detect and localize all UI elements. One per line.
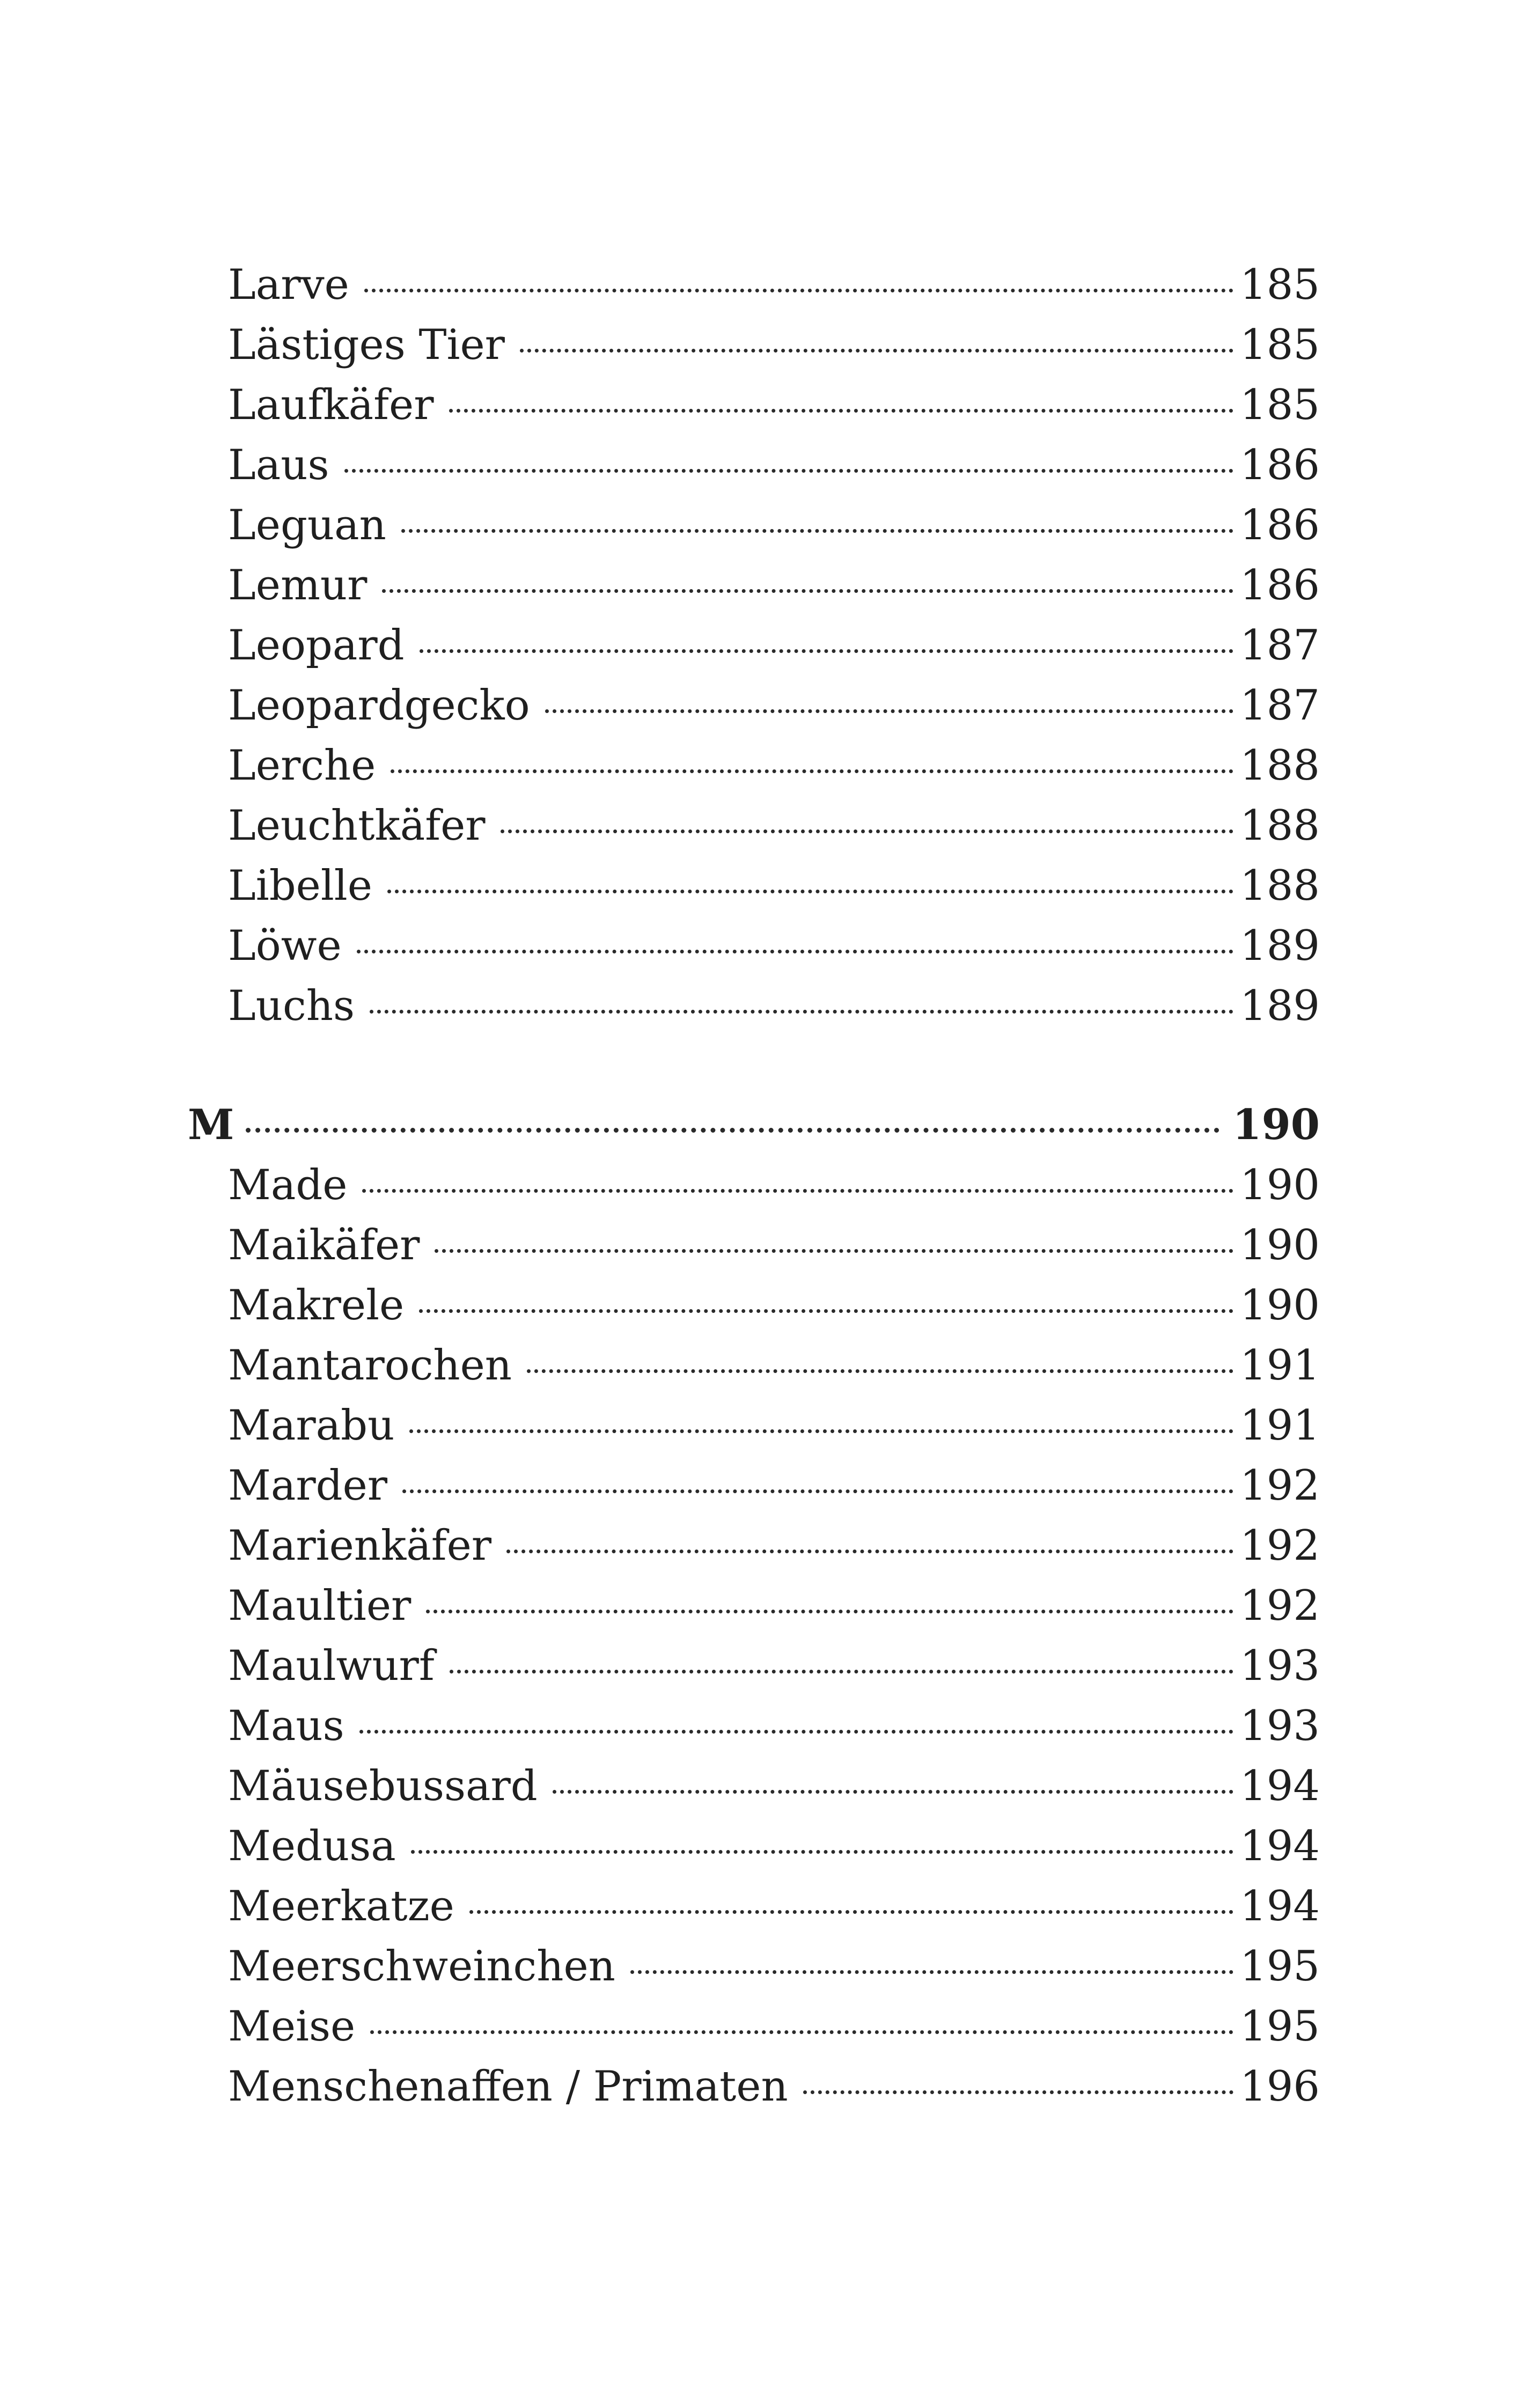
dot-leader [630,1970,1233,1974]
index-entry-maulwurf [188,1636,1320,1696]
section-gap [188,1036,1320,1095]
dot-leader [401,529,1233,533]
entry-page-number: 188 [1240,862,1320,910]
entry-page-number: 195 [1240,1942,1320,1991]
dot-leader [344,469,1234,473]
entry-page-number: 188 [1240,802,1320,850]
entry-page-number: 191 [1240,1341,1320,1390]
entry-label: Laus [228,441,329,489]
entry-page-number: 193 [1240,1642,1320,1690]
index-entry-marder [188,1456,1320,1516]
entry-label: Meerkatze [228,1882,454,1930]
dot-leader [426,1610,1233,1613]
entry-label: Makrele [228,1281,405,1330]
section-page-number: 190 [1232,1100,1320,1149]
entry-page-number: 187 [1240,681,1320,730]
entry-label: Lerche [228,742,376,790]
entry-page-number: 195 [1240,2002,1320,2051]
index-entry-lemur [188,555,1320,615]
index-entry-luchs [188,976,1320,1036]
index-entry-meerschweinchen [188,1936,1320,1996]
entry-page-number: 190 [1240,1161,1320,1209]
entry-page-number: 193 [1240,1702,1320,1750]
index-entry-made [188,1155,1320,1215]
entry-label: Löwe [228,922,342,970]
entry-page-number: 192 [1240,1462,1320,1510]
entry-label: Leuchtkäfer [228,802,486,850]
entry-label: Marienkäfer [228,1522,492,1570]
dot-leader [411,1850,1233,1854]
entry-label: Marder [228,1462,388,1510]
entry-page-number: 192 [1240,1582,1320,1630]
entry-label: Leopardgecko [228,681,530,730]
dot-leader [450,1670,1233,1673]
dot-leader [382,589,1233,593]
index-entry-medusa [188,1816,1320,1876]
index-entry-maikaefer [188,1215,1320,1275]
dot-leader [520,349,1233,353]
index-entry-mantarochen [188,1335,1320,1396]
index-entry-leopard [188,615,1320,676]
section-letter: M [188,1100,234,1149]
dot-leader [364,289,1233,292]
index-entry-loewe [188,916,1320,976]
entry-label: Marabu [228,1401,395,1450]
entry-label: Menschenaffen / Primaten [228,2062,788,2111]
entry-label: Meerschweinchen [228,1942,615,1991]
index-entry-leopardgecko [188,676,1320,736]
entry-page-number: 191 [1240,1401,1320,1450]
index-entry-makrele [188,1275,1320,1335]
entry-label: Mäusebussard [228,1762,538,1810]
entry-label: Medusa [228,1822,396,1870]
entry-label: Lemur [228,561,368,610]
index-entry-meerkatze [188,1876,1320,1936]
dot-leader [370,1010,1233,1014]
index-entry-marabu [188,1396,1320,1456]
index-entry-laestiges-tier [188,315,1320,375]
dot-leader [545,709,1234,713]
dot-leader [402,1489,1233,1493]
index-entry-maultier [188,1576,1320,1636]
entry-label: Lästiges Tier [228,321,505,369]
entry-page-number: 187 [1240,621,1320,670]
entry-page-number: 196 [1240,2062,1320,2111]
entry-label: Maus [228,1702,344,1750]
dot-leader [449,409,1234,413]
entry-page-number: 185 [1240,321,1320,369]
dot-leader [501,829,1234,833]
dot-leader [246,1128,1219,1133]
entry-label: Leguan [228,501,386,549]
entry-label: Larve [228,261,349,309]
index-entry-marienkaefer [188,1516,1320,1576]
entry-label: Maikäfer [228,1221,420,1269]
index-section-heading-m [188,1095,1320,1155]
index-entry-leuchtkaefer [188,796,1320,856]
entry-label: Libelle [228,862,372,910]
dot-leader [469,1910,1233,1914]
entry-page-number: 190 [1240,1221,1320,1269]
entry-label: Maulwurf [228,1642,435,1690]
entry-label: Made [228,1161,348,1209]
index-entry-maeusebussard [188,1756,1320,1816]
entry-page-number: 190 [1240,1281,1320,1330]
entry-label: Leopard [228,621,405,670]
entry-page-number: 194 [1240,1822,1320,1870]
index-entry-leguan [188,495,1320,555]
entry-page-number: 188 [1240,742,1320,790]
animal-index [188,255,1320,2117]
dot-leader [357,950,1233,953]
entry-page-number: 186 [1240,441,1320,489]
index-entry-laus [188,435,1320,495]
index-entry-libelle [188,856,1320,916]
entry-page-number: 189 [1240,922,1320,970]
dot-leader [420,649,1234,653]
entry-page-number: 186 [1240,501,1320,549]
entry-page-number: 189 [1240,982,1320,1030]
index-entry-maus [188,1696,1320,1756]
index-entry-meise [188,1996,1320,2057]
dot-leader [419,1309,1233,1313]
entry-page-number: 185 [1240,261,1320,309]
entry-label: Meise [228,2002,356,2051]
dot-leader [370,2030,1233,2034]
dot-leader [553,1790,1233,1794]
entry-page-number: 194 [1240,1762,1320,1810]
dot-leader [409,1429,1233,1433]
index-entry-laufkaefer [188,375,1320,435]
entry-page-number: 185 [1240,381,1320,429]
dot-leader [803,2090,1233,2094]
entry-label: Luchs [228,982,355,1030]
entry-label: Laufkäfer [228,381,434,429]
entry-page-number: 186 [1240,561,1320,610]
entry-page-number: 192 [1240,1522,1320,1570]
dot-leader [362,1189,1233,1193]
dot-leader [359,1730,1233,1734]
dot-leader [527,1369,1233,1373]
dot-leader [506,1550,1233,1553]
entry-label: Mantarochen [228,1341,512,1390]
entry-page-number: 194 [1240,1882,1320,1930]
index-entry-lerche [188,736,1320,796]
entry-label: Maultier [228,1582,412,1630]
index-entry-menschenaffen-primaten [188,2057,1320,2117]
dot-leader [391,769,1233,773]
dot-leader [387,890,1233,893]
dot-leader [435,1249,1233,1253]
index-entry-larve [188,255,1320,315]
